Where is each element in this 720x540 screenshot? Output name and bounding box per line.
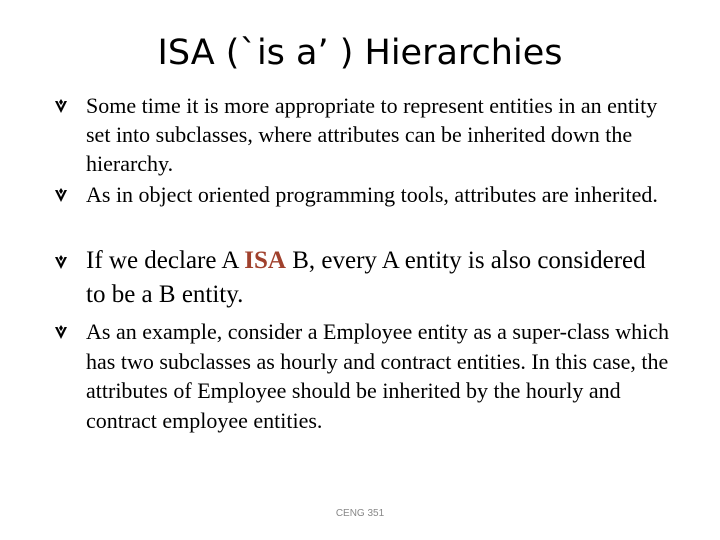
bullet-text: Some time it is more appropriate to represent entities in an entity set into subclasses, where attributes can be inherited down the hierarchy. bbox=[86, 93, 658, 176]
bullet-text-pre: If we declare A bbox=[86, 247, 245, 274]
slide-footer: CENG 351 bbox=[335, 508, 385, 519]
checkmark-diamond-icon bbox=[53, 187, 69, 203]
checkmark-diamond-icon bbox=[53, 98, 69, 114]
isa-keyword: ISA bbox=[244, 247, 286, 274]
slide-title: ISA (`is a’ ) Hierarchies bbox=[157, 33, 563, 73]
bullet-text: As in object oriented programming tools, attributes are inherited. bbox=[86, 182, 658, 207]
bullet-item bbox=[86, 317, 671, 435]
checkmark-diamond-icon bbox=[53, 254, 69, 270]
bullet-item bbox=[86, 91, 671, 178]
bullet-item bbox=[86, 180, 671, 209]
bullet-item bbox=[86, 244, 671, 312]
checkmark-diamond-icon bbox=[53, 324, 69, 340]
bullet-text-post: B, every A entity is also considered to be a B entity. bbox=[86, 247, 646, 308]
bullet-text: As an example, consider a Employee entity as a super-class which has two subclasses as hourly and contract entities. In this case, the attributes of Employee should be inherited by the hourly and contract employee entities. bbox=[86, 319, 669, 433]
